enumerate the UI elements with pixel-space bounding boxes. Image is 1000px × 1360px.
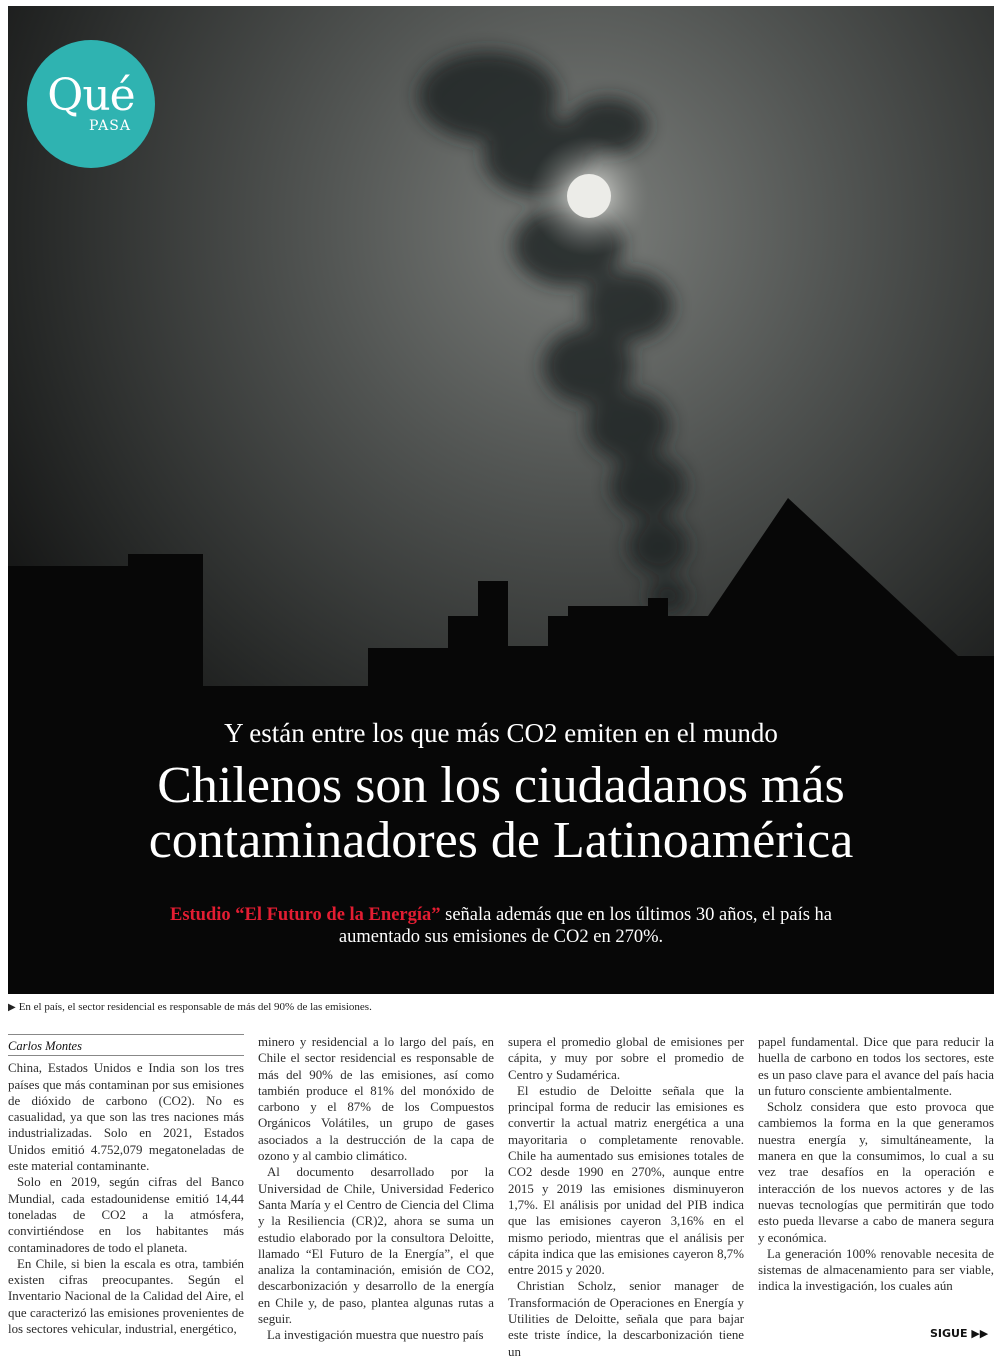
paragraph: El estudio de Deloitte señala que la principal forma de reducir las emisiones es convertir la actual matriz energética a una mayoritaria o completamente renovable. Chile ha aumentado sus emisiones totales de CO2 desde 1990 en 270%, aunque entre 2015 y 2019 las emisiones disminuyeron 1,7%. El análisis por unidad del PIB indica que las emisiones cayeron 3,16% en el mismo periodo, mientras que el análisis per cápita indica que las emisiones cayeron 8,7% entre 2015 y 2020. xyxy=(508,1083,744,1278)
logo-subtext: PASA xyxy=(89,118,131,134)
caption-text: En el país, el sector residencial es responsable de más del 90% de las emisiones. xyxy=(18,1001,372,1013)
byline: Carlos Montes xyxy=(8,1039,82,1053)
continue-label: SIGUE ▶▶ xyxy=(930,1327,989,1340)
article-column-1 xyxy=(8,1034,244,1344)
paragraph: Solo en 2019, según cifras del Banco Mundial, cada estadounidense emitió 14,44 toneladas de CO2 a la atmósfera, convirtiéndose en los habitantes más contaminadores de todo el planeta. xyxy=(8,1175,244,1255)
article-column-2 xyxy=(258,1034,494,1344)
paragraph: papel fundamental. Dice que para reducir la huella de carbono en todos los sectores, este es un paso clave para el avance del país hacia un futuro consciente ambientalmente. xyxy=(758,1035,994,1098)
headline-kicker: Y están entre los que más CO2 emiten en el mundo xyxy=(224,718,778,748)
dek-highlight: Estudio “El Futuro de la Energía” xyxy=(169,905,441,925)
caption-arrow-icon: ▶ xyxy=(8,1002,16,1013)
paragraph: La investigación muestra que nuestro país xyxy=(267,1328,484,1343)
photo-caption xyxy=(8,1001,994,1013)
headline-line: Chilenos son los ciudadanos más xyxy=(157,757,845,814)
dek xyxy=(128,904,874,948)
paragraph: Scholz considera que esto provoca que cambiemos la forma en la que generamos nuestra energía y, simultáneamente, la manera en que la consumimos, lo cual a su vez trae desafíos en la operación e interacción de los nuevos actores y de las nuevas tecnologías que permitirán que todo esto pueda llevarse a cabo de manera segura y económica. xyxy=(758,1100,994,1245)
article-column-4 xyxy=(758,1034,994,1344)
paragraph: Al documento desarrollado por la Universidad de Chile, Universidad Federico Santa María y el Centro de Ciencia del Clima y la Resiliencia (CR)2, ahora se suma un estudio elaborado por la consultora Deloitte, llamado “El Futuro de la Energía”, el que analiza la contaminación, emisión de CO2, descarbonización y desarrollo de la energía en Chile y, de paso, plantea algunas rutas a seguir. xyxy=(258,1165,494,1327)
byline-box xyxy=(8,1034,244,1056)
paragraph: supera el promedio global de emisiones per cápita, y muy por sobre el promedio de Centro y Sudamérica. xyxy=(508,1035,744,1082)
article-column-3 xyxy=(508,1034,744,1359)
que-pasa-logo xyxy=(27,40,155,168)
paragraph: minero y residencial a lo largo del país, en Chile el sector residencial es responsable de más del 90% de las emisiones, así como también produce el 81% del monóxido de carbono y el 87% de los Compuestos Orgánicos Volátiles, un grupo de gases asociados a la destrucción de la capa de ozono y al cambio climático. xyxy=(258,1035,494,1164)
paragraph: La generación 100% renovable necesita de sistemas de almacenamiento para ser viable, indica la investigación, los cuales aún xyxy=(758,1246,994,1294)
paragraph: China, Estados Unidos e India son los tres países que más contaminan por sus emisiones de dióxido de carbono (CO2). No es casualidad, ya que son las tres naciones más industrializadas. Solo en 2021, Estados Unidos emitió 4.752,079 megatoneladas de este material contaminante. xyxy=(8,1061,244,1174)
paragraph: Christian Scholz, senior manager de Transformación de Operaciones en Energía y Utilities de Deloitte, señala que para bajar este triste índice, la descarbonización tiene un xyxy=(508,1279,744,1359)
paragraph: En Chile, si bien la escala es otra, también existen cifras preocupantes. Según el Inventario Nacional de la Calidad del Aire, el que caracterizó las emisiones provenientes de los sectores vehicular, industrial, energético, xyxy=(8,1256,244,1337)
dek-text: señala además que en los últimos 30 años, el país ha aumentado sus emisiones de CO2 en 270%. xyxy=(338,905,833,947)
logo-text: Qué xyxy=(47,70,135,121)
headline-line: contaminadores de Latinoamérica xyxy=(148,812,854,869)
headline-title xyxy=(8,758,994,868)
hero-photo xyxy=(8,6,994,994)
